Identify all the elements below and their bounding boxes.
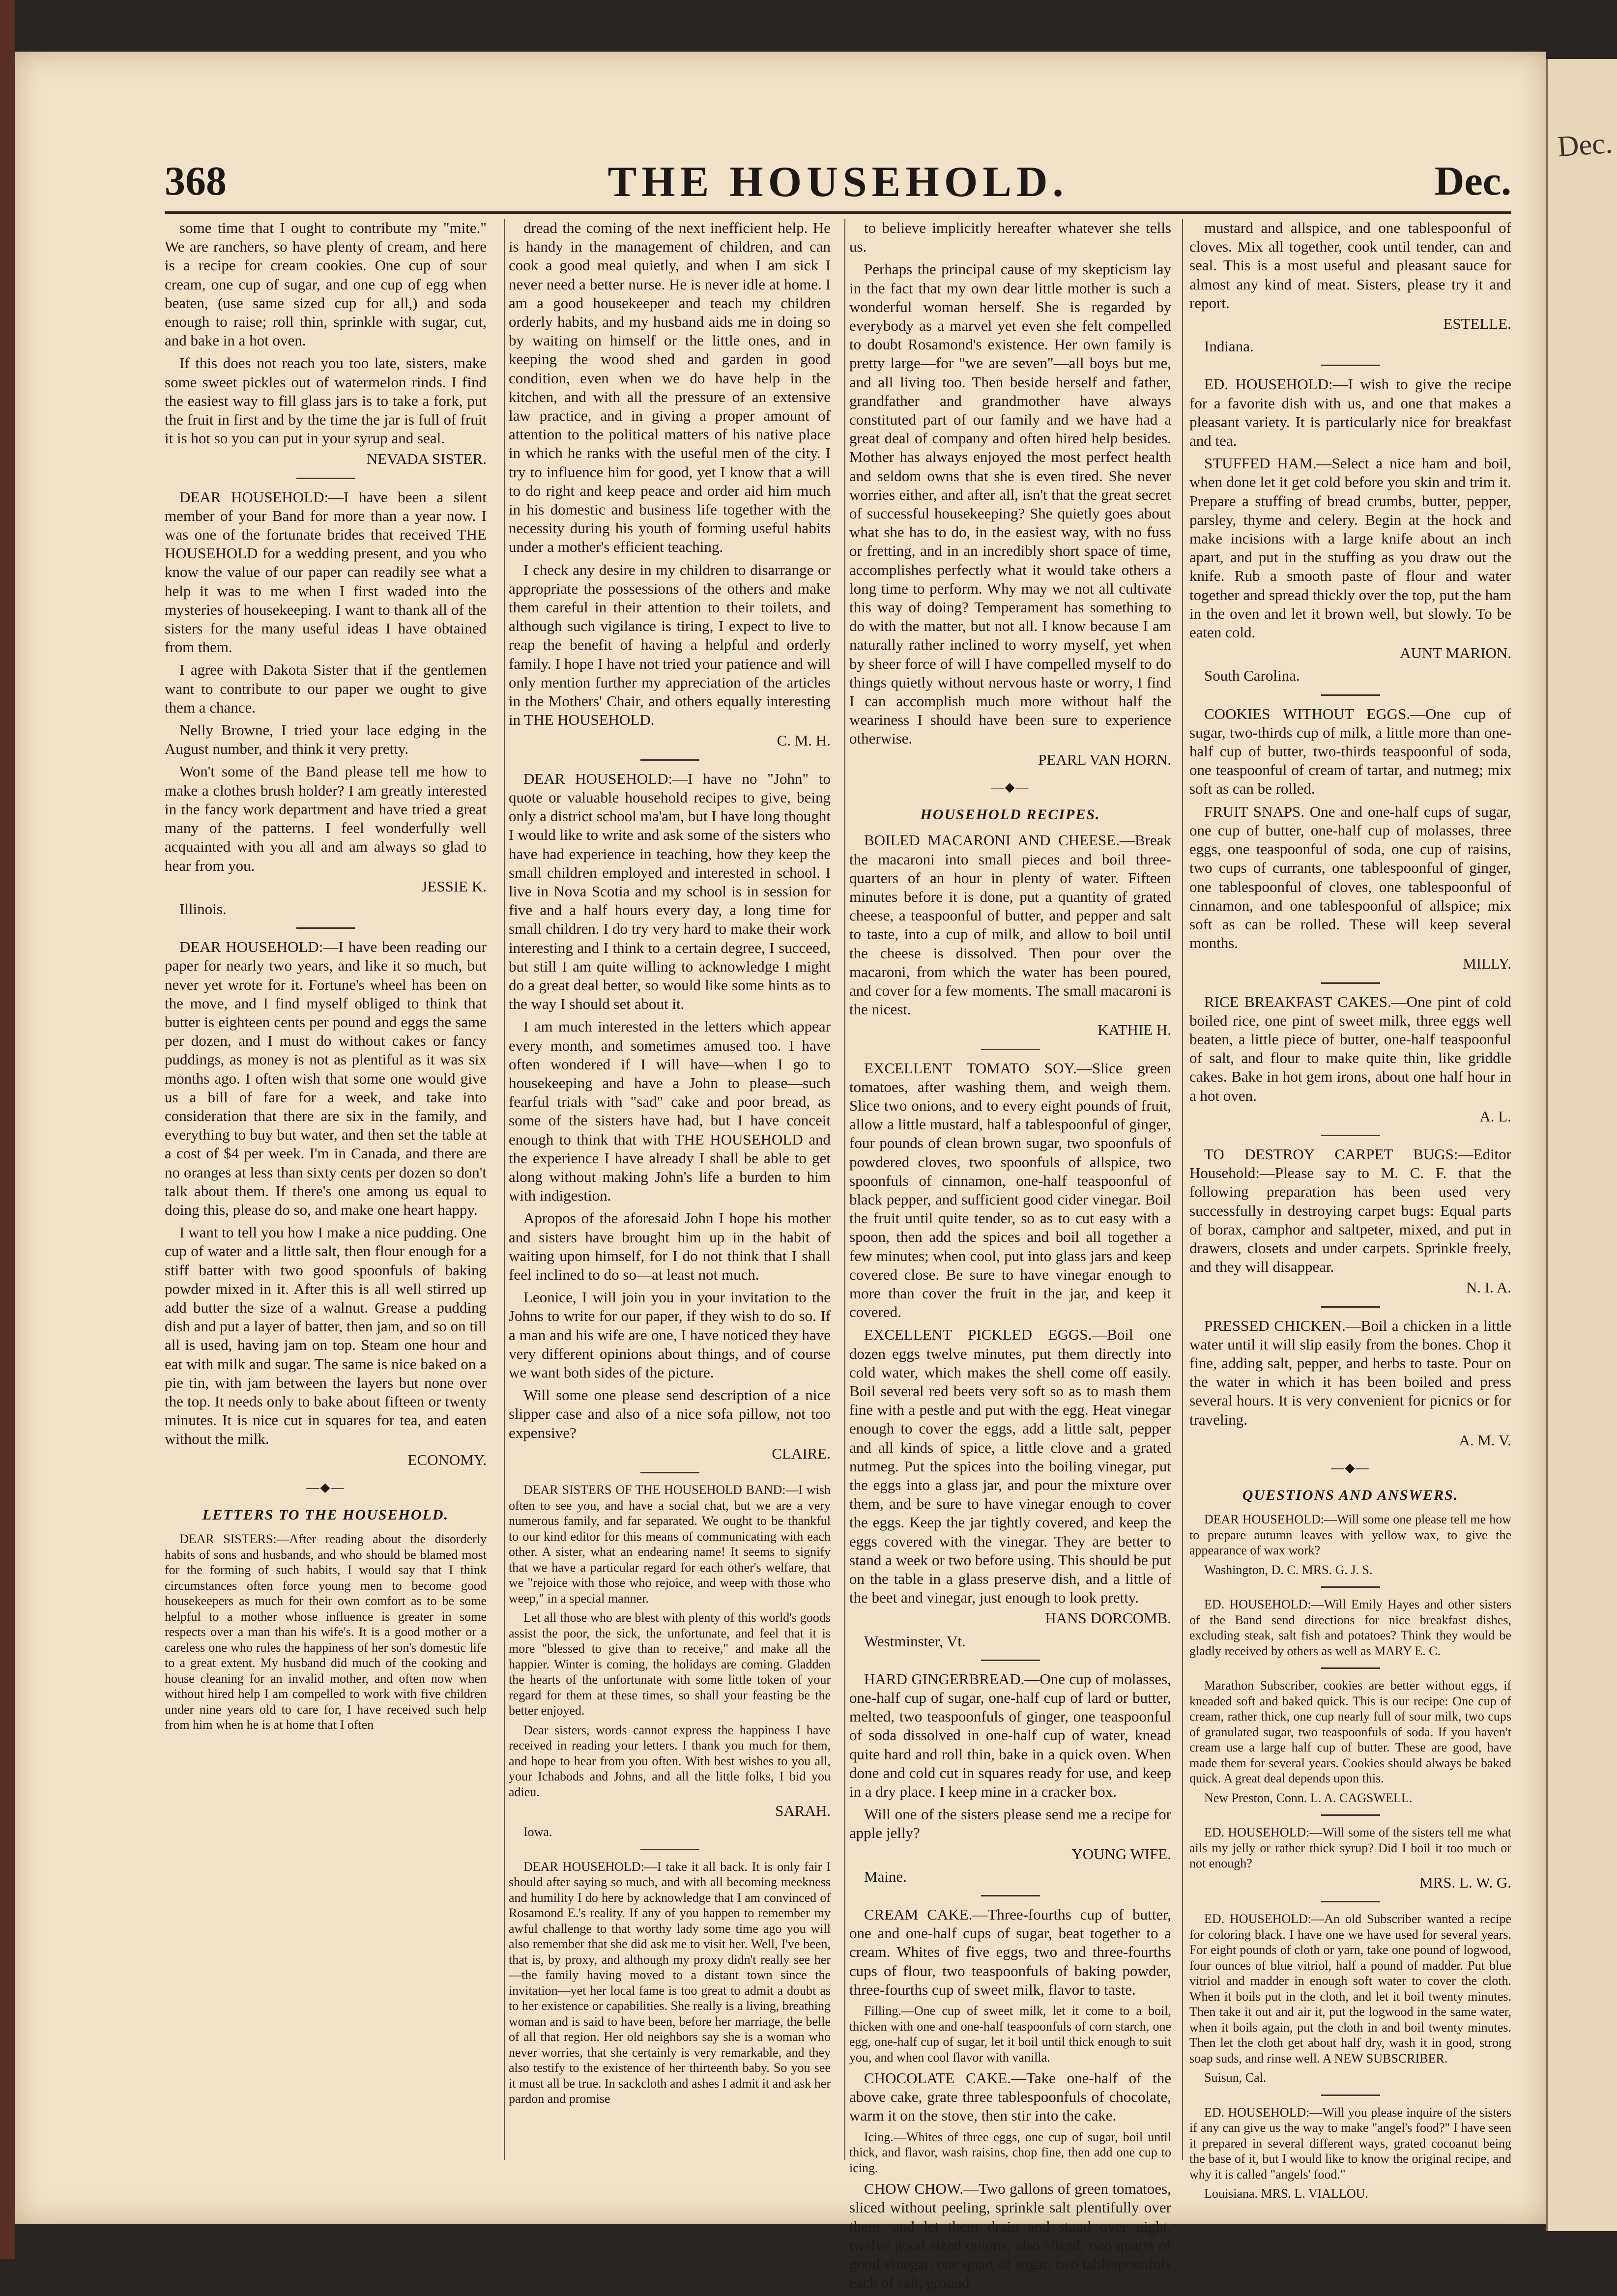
page-number: 368 — [165, 158, 227, 204]
ornament-divider: —◆— — [306, 1480, 345, 1494]
letter-paragraph: Suisun, Cal. — [1204, 2070, 1267, 2085]
section-divider — [1321, 365, 1380, 366]
letter-paragraph: ED. HOUSEHOLD:—Will some of the sisters tell me what ails my jelly or rather thick syrup? Did I boil it too much or not enough? — [1189, 1825, 1511, 1871]
section-divider — [640, 1472, 699, 1473]
adjacent-page-fragment: Dec. — [1556, 126, 1614, 163]
article-paragraph: FRUIT SNAPS. One and one-half cups of sugar, one cup of butter, one-half cup of molasses, three eggs, one teaspoonful of soda, one cup of raisins, two cups of currants, one tablespoonful of ginger, one tablespoonful of cloves, one tablespoonful of cinnamon, and one tablespoonful of allspice; mix soft as can be rolled. These will keep several months. — [1189, 803, 1511, 952]
article-paragraph: I am much interested in the letters which appear every month, and sometimes amused too. I have often wondered if I will have—when I go to housekeeping and have a John to please—such fearful trials with "sad" cake and poor bread, as some of the sisters have had, but I have conceit enough to think that with THE HOUSEHOLD and the experience I have already I shall be able to get along without making John's life a burden to him with indigestion. — [509, 1018, 831, 1205]
section-divider — [981, 1660, 1040, 1661]
section-divider — [296, 478, 355, 479]
letter-signature: C. M. H. — [777, 732, 831, 749]
letter-paragraph: ED. HOUSEHOLD:—Will Emily Hayes and other sisters of the Band send directions for nice breakfast dishes, excluding steak, salt fish and potatoes? Think they would be gladly received by others as well as MARY E. C. — [1189, 1597, 1511, 1658]
article-paragraph: Perhaps the principal cause of my skepticism lay in the fact that my own dear little mother is such a wonderful woman herself. She is regarded by everybody as a marvel yet even she felt compelled to doubt Rosamond's existence. Her own family is pretty large—for "we are seven"—all boys but me, and all living too. Then beside herself and father, grandfather and grandmother have always constituted part of our family and we have had a great deal of company and often hired help besides. Mother has always enjoyed the most perfect health and seldom owns that she is even tired. She never worries either, and after all, isn't that the great secret of successful housekeeping? She quietly goes about what she has to do, in the easiest way, with no fuss or fretting, and in an incredibly short space of time, accomplishes perfectly what it would take others a long time to perform. Why may we not all cultivate this way of doing? Temperament has something to do with the matter, but not all. I know because I am naturally rather inclined to worry myself, yet when by sheer force of will I have compelled myself to do things quietly without nervous haste or worry, I find I can accomplish much more without half the weariness I should have been sure to experience otherwise. — [849, 260, 1171, 747]
article-paragraph: Leonice, I will join you in your invitation to the Johns to write for our paper, if they wish to do so. If a man and his wife are one, I have noticed they have very different opinions about things, and of course we want both sides of the picture. — [509, 1289, 831, 1381]
text-column-1 — [165, 219, 487, 1737]
section-divider — [1321, 1901, 1380, 1902]
article-paragraph: Westminster, Vt. — [864, 1632, 966, 1650]
letter-paragraph: Icing.—Whites of three eggs, one cup of sugar, boil until thick, and flavor, wash raisins, chop fine, then add one cup to icing. — [849, 2129, 1171, 2175]
text-column-3 — [849, 219, 1171, 2296]
section-divider — [640, 1849, 699, 1850]
article-paragraph: to believe implicitly hereafter whatever she tells us. — [849, 219, 1171, 256]
letter-signature: NEVADA SISTER. — [366, 450, 487, 468]
ornament-divider: —◆— — [991, 779, 1030, 794]
text-column-2 — [509, 219, 831, 2111]
article-paragraph: If this does not reach you too late, sisters, make some sweet pickles out of watermelon rinds. I find the easiest way to fill glass jars is to take a fork, put the fruit in first and by the time the jar is full of fruit it is hot so you can put in your syrup and seal. — [165, 354, 487, 447]
article-paragraph: RICE BREAKFAST CAKES.—One pint of cold boiled rice, one pint of sweet milk, three eggs well beaten, a little piece of butter, one-half teaspoonful of salt, and flour to make quite thin, like griddle cakes. Bake in hot gem irons, about one half hour in a hot oven. — [1189, 993, 1511, 1104]
letter-signature: MILLY. — [1463, 955, 1511, 973]
article-paragraph: CHOCOLATE CAKE.—Take one-half of the above cake, grate three tablespoonfuls of chocolate, warm it on the stove, then stir into the cake. — [849, 2069, 1171, 2124]
article-paragraph: CHOW CHOW.—Two gallons of green tomatoes, sliced without peeling, sprinkle salt plentifully over them, and let them drain and stand over night, twelve good sized onions, also sliced, two quarts of good vinegar, one quart of sugar, two tablespoonfuls each of salt, ground — [849, 2180, 1171, 2292]
letter-paragraph: DEAR HOUSEHOLD:—I take it all back. It is only fair I should after saying so much, and with all becoming meekness and humility I do here by acknowledge that I am convinced of Rosamond E.'s reality. If any of you happen to remember my awful challenge to that worthy lady some time ago you will also remember that she did ask me to visit her. Well, I've been, that is, by proxy, and although my proxy didn't really see her—the family having moved to a distant town since the invitation—yet her local fame is too great to admit a doubt as to her existence or capabilities. She really is a living, breathing woman and is said to have been, before her marriage, the belle of all that region. Her old neighbors say she is a woman who never worries, that she certainly is very remarkable, and they also testify to the existence of her thirteenth baby. So you see it must all be true. In sackcloth and ashes I admit it and ask her pardon and promise — [509, 1859, 831, 2106]
article-paragraph: EXCELLENT PICKLED EGGS.—Boil one dozen eggs twelve minutes, put them directly into cold water, which makes the shell come off easily. Boil several red beets very soft so as to mash them fine with a pestle and put with the egg. Heat vinegar enough to cover the eggs, add a little salt, pepper and all kinds of spice, a little clove and a grated nutmeg. Put the spices into the boiling vinegar, put the eggs into a glass jar, and pour the mixture over them, and be sure to have vinegar enough to cover the eggs. Keep the jar tightly covered, and keep the eggs covered with the vinegar. They are better to stand a week or two before using. This should be put on the table in a glass preserve dish, and a little of the beet and vinegar, just enough to look pretty. — [849, 1326, 1171, 1607]
section-divider — [1321, 1306, 1380, 1308]
article-paragraph: CREAM CAKE.—Three-fourths cup of butter, one and one-half cups of sugar, beat together to a cream. Whites of five eggs, two and three-fourths cups of flour, two teaspoonfuls of baking powder, three-fourths cup of sweet milk, flavor to taste. — [849, 1906, 1171, 1998]
article-paragraph: Apropos of the aforesaid John I hope his mother and sisters have brought him up in the habit of waiting upon himself, for I do not think that I shall feel inclined to do so—at least not much. — [509, 1209, 831, 1283]
letter-signature: KATHIE H. — [1097, 1021, 1171, 1039]
article-paragraph: DEAR HOUSEHOLD:—I have no "John" to quote or valuable household recipes to give, being only a district school ma'am, but I have long thought I would like to write and ask some of the sisters who have had experience in teaching, how they keep the small children employed and interested in school. I live in Nova Scotia and my school is in session for five and a half hours every day, a long time for small children. I do try very hard to make their work interesting and I think to a certain degree, I succeed, but still I am quite willing to acknowledge I might do a great deal better, so would like some hints as to the way I should set about it. — [509, 770, 831, 1013]
letter-paragraph: Iowa. — [523, 1825, 552, 1839]
letter-paragraph: DEAR SISTERS:—After reading about the disorderly habits of sons and husbands, and who should be blamed most for the forming of such habits, I would say that I think circumstances often force young men to become good housekeepers as much for their own comfort as to be some helpful to a mother whose influence is greater in some respects over a man than his wife's. It is a good mother or a careless one who rules the happiness of her son's domestic life to a great extent. My husband did much of the cooking and house cleaning for an invalid mother, and often now when without hired help I am compelled to work with five children under nine years old to care for, I have received such help from him when he is at home that I often — [165, 1532, 487, 1732]
letter-paragraph: Filling.—One cup of sweet milk, let it come to a boil, thicken with one and one-half teaspoonfuls of corn starch, one egg, one-half cup of sugar, let it boil until thick enough to suit you, and when cool flavor with vanilla. — [849, 2004, 1171, 2065]
section-divider — [1321, 1586, 1380, 1588]
letter-signature: PEARL VAN HORN. — [1038, 750, 1171, 768]
section-divider — [1321, 1135, 1380, 1136]
letter-paragraph: ED. HOUSEHOLD:—Will you please inquire of the sisters if any can give us the way to make "angel's food?" I have seen it prepared in several different ways, grated cocoanut being the base of it, but I would like to know the original recipe, and why it is called "angels' food." — [1189, 2105, 1511, 2181]
letter-signature: N. I. A. — [1466, 1279, 1511, 1296]
article-paragraph: EXCELLENT TOMATO SOY.—Slice green tomatoes, after washing them, and weigh them. Slice two onions, and to every eight pounds of fruit, allow a little mustard, half a tablespoonful of ginger, four pounds of clean brown sugar, two spoonfuls of powdered cloves, two spoonfuls of allspice, two spoonfuls of cinnamon, one-half teaspoonful of black pepper, and sufficient good cider vinegar. Boil the fruit until quite tender, so as to cut easy with a spoon, then add the spices and boil all together a few minutes; when cool, put into glass jars and keep covered close. Be sure to have vinegar enough to more than cover the fruit in the jar, and keep it covered. — [849, 1059, 1171, 1321]
article-paragraph: Indiana. — [1204, 338, 1254, 355]
letter-signature: A. L. — [1479, 1107, 1511, 1125]
letter-signature: A. M. V. — [1459, 1431, 1511, 1449]
header-rule — [165, 211, 1511, 214]
letter-signature: HANS DORCOMB. — [1045, 1609, 1171, 1627]
article-paragraph: ED. HOUSEHOLD:—I wish to give the recipe for a favorite dish with us, and one that makes a pleasant variety. It is particularly nice for breakfast and tea. — [1189, 375, 1511, 450]
letter-paragraph: Let all those who are blest with plenty of this world's goods assist the poor, the sick, the unfortunate, and feel that it is more "blessed to give than to receive," and make all the happier. Winter is coming, the holidays are coming. Gladden the hearts of the unfortunate with some little token of your regard for them at these times, so shall your feasting be the better enjoyed. — [509, 1610, 831, 1718]
column-divider — [504, 219, 505, 2160]
article-paragraph: TO DESTROY CARPET BUGS:—Editor Household:—Please say to M. C. F. that the following preparation has been used very successfully in destroying carpet bugs: Equal parts of borax, camphor and saltpeter, mixed, and put in drawers, closets and under carpets. Sprinkle freely, and they will disappear. — [1189, 1145, 1511, 1276]
letter-paragraph: DEAR SISTERS OF THE HOUSEHOLD BAND:—I wish often to see you, and have a social chat, but we are a very numerous family, and far separated. We ought to be thankful to our kind editor for this means of communicating with each other. A sister, what an endearing name! It seems to signify that we have a particular regard for each other's welfare, that we "rejoice with those who rejoice, and weep with those who weep," in a special manner. — [509, 1483, 831, 1606]
letter-paragraph: New Preston, Conn. L. A. CAGSWELL. — [1204, 1790, 1413, 1805]
article-paragraph: DEAR HOUSEHOLD:—I have been a silent member of your Band for more than a year now. I was one of the fortunate brides that received THE HOUSEHOLD for a wedding present, and you who know the value of our paper can readily see what a help it was to me when I first waded into the mysteries of housekeeping. I want to thank all of the sisters for the many useful ideas I have obtained from them. — [165, 488, 487, 656]
text-column-4 — [1189, 219, 1511, 2206]
ornament-divider: —◆— — [1331, 1460, 1370, 1475]
column-divider — [1182, 219, 1183, 2160]
letter-signature: CLAIRE. — [772, 1444, 831, 1462]
article-paragraph: BOILED MACARONI AND CHEESE.—Break the macaroni into small pieces and boil three-quarters of an hour in plenty of water. Fifteen minutes before it is done, put a quantity of grated cheese, a teaspoonful of butter, and pepper and salt to taste, into a cup of milk, and allow to boil until the cheese is dissolved. Then pour over the macaroni, from which the water has been poured, and cover for a few moments. The small macaroni is the nicest. — [849, 832, 1171, 1018]
section-heading: LETTERS TO THE HOUSEHOLD. — [202, 1507, 449, 1523]
letter-paragraph: DEAR HOUSEHOLD:—Will some one please tell me how to prepare autumn leaves with yellow wax, to give the appearance of wax work? — [1189, 1512, 1511, 1558]
article-paragraph: COOKIES WITHOUT EGGS.—One cup of sugar, two-thirds cup of milk, a little more than one-half cup of butter, two-thirds teaspoonful of soda, one teaspoonful of cream of tartar, and nutmeg; mix soft as can be rolled. — [1189, 705, 1511, 798]
letter-paragraph: Marathon Subscriber, cookies are better without eggs, if kneaded soft and baked quick. This is our recipe: One cup of cream, rather thick, one cup nearly full of sour milk, two cups of granulated sugar, two teaspoonfuls of soda. If you haven't cream use a large half cup of butter. These are good, have made them for several years. Cookies should always be baked quick. A great deal depends upon this. — [1189, 1678, 1511, 1786]
article-paragraph: Maine. — [864, 1867, 907, 1885]
letter-signature: SARAH. — [775, 1802, 831, 1819]
section-divider — [1321, 1667, 1380, 1669]
masthead-title: THE HOUSEHOLD. — [607, 158, 1068, 206]
article-paragraph: Will some one please send description of a nice slipper case and also of a nice sofa pillow, not too expensive? — [509, 1386, 831, 1441]
article-paragraph: Will one of the sisters please send me a recipe for apple jelly? — [849, 1806, 1171, 1842]
section-heading: QUESTIONS AND ANSWERS. — [1242, 1487, 1459, 1504]
letter-signature: YOUNG WIFE. — [1071, 1845, 1171, 1863]
letter-paragraph: Louisiana. MRS. L. VIALLOU. — [1204, 2186, 1368, 2201]
section-divider — [1321, 1814, 1380, 1816]
book-spine — [0, 0, 15, 2259]
article-paragraph: mustard and allspice, and one tablespoonful of cloves. Mix all together, cook until tender, can and seal. This is a most useful and pleasant sauce for almost any kind of meat. Sisters, please try it and report. — [1189, 219, 1511, 312]
article-paragraph: dread the coming of the next inefficient help. He is handy in the management of children, and can cook a good meal quietly, and when I am sick I never need a better nurse. He is never idle at home. I am a good housekeeper and teach my children orderly habits, and my husband aids me in doing so by waiting on himself or the little ones, and in keeping the wood shed and garden in good condition, even when we do have help in the kitchen, and with all the pressure of an extensive law practice, and in giving a proper amount of attention to the political matters of his native place in which he ranks with the useful men of the city. I try to influence him for good, yet I know that a will to do right and keep peace and order aid him much in his domestic and business life together with the necessity during his youth of forming useful habits under a mother's efficient teaching. — [509, 219, 831, 556]
section-divider — [640, 759, 699, 761]
section-divider — [1321, 982, 1380, 984]
letter-signature: AUNT MARION. — [1400, 644, 1511, 662]
section-divider — [981, 1049, 1040, 1050]
letter-paragraph: Washington, D. C. MRS. G. J. S. — [1204, 1562, 1373, 1577]
article-paragraph: HARD GINGERBREAD.—One cup of molasses, one-half cup of sugar, one-half cup of lard or butter, melted, two teaspoonfuls of ginger, one teaspoonful of soda dissolved in one-half cup of water, knead quite hard and roll thin, bake in a quick oven. When done and cold cut in squares ready for use, and keep in a dry place. I keep mine in a cracker box. — [849, 1670, 1171, 1801]
page-header — [165, 157, 1511, 211]
article-paragraph: I check any desire in my children to disarrange or appropriate the possessions of the others and make them careful in their attention to their toilets, and although such vigilance is tiring, I expect to live to reap the benefit of having a helpful and orderly family. I hope I have not tried your patience and will only mention further my appreciation of the articles in the Mothers' Chair, and others equally interesting in THE HOUSEHOLD. — [509, 561, 831, 729]
column-divider — [844, 219, 845, 2160]
article-paragraph: STUFFED HAM.—Select a nice ham and boil, when done let it get cold before you skin and trim it. Prepare a stuffing of bread crumbs, butter, pepper, parsley, thyme and celery. Begin at the hock and make incisions with a large knife about an inch apart, and put in the stuffing as you draw out the knife. Rub a smooth paste of flour and water together and spread thickly over the top, put the ham in the oven and let it brown well, but slowly. To be eaten cold. — [1189, 455, 1511, 641]
letter-signature: JESSIE K. — [421, 877, 487, 895]
article-paragraph: I agree with Dakota Sister that if the gentlemen want to contribute to our paper we ought to give them a chance. — [165, 661, 487, 716]
letter-signature: MRS. L. W. G. — [1419, 1873, 1511, 1891]
section-divider — [1321, 2095, 1380, 2096]
letter-signature: ESTELLE. — [1443, 315, 1511, 333]
section-divider — [981, 1895, 1040, 1896]
article-paragraph: I want to tell you how I make a nice pudding. One cup of water and a little salt, then flour enough for a stiff batter with two good spoonfuls of baking powder mixed in it. After this is all well stirred up add butter the size of a walnut. Grease a pudding dish and put a layer of batter, then jam, and so on till all is used, having jam on top. Steam one hour and eat with milk and sugar. The same is nice baked on a pie tin, with jam between the layers but none over the top. It needs only to bake about fifteen or twenty minutes. It is nice cut in squares for tea, and eaten without the milk. — [165, 1224, 487, 1448]
article-paragraph: DEAR HOUSEHOLD:—I have been reading our paper for nearly two years, and like it so much, but never yet wrote for it. Fortune's wheel has been on the move, and I find myself obliged to think that butter is eighteen cents per pound and eggs the same per dozen, and I must do without cakes or fancy puddings, as money is not as plentiful as it was six months ago. I often wish that some one would give us a bill of fare for a week, and take into consideration that there are six in the family, and everything to buy but water, and then set the table at a cost of $4 per week. I'm in Canada, and there are no oranges at less than sixty cents per dozen so don't talk about them. If there's one among us equal to doing this, please do so, and make one heart happy. — [165, 938, 487, 1218]
article-paragraph: Nelly Browne, I tried your lace edging in the August number, and think it very pretty. — [165, 721, 487, 758]
letter-signature: ECONOMY. — [407, 1451, 487, 1468]
article-paragraph: PRESSED CHICKEN.—Boil a chicken in a little water until it will slip easily from the bones. Chop it fine, adding salt, pepper, and herbs to taste. Pour on the water in which it has been boiled and press several hours. It is very convenient for picnics or for traveling. — [1189, 1317, 1511, 1428]
issue-month: Dec. — [1434, 158, 1511, 204]
letter-paragraph: Dear sisters, words cannot express the happiness I have received in reading your letters. I thank you much for them, and hope to hear from you often. With best wishes to you all, your Ichabods and Johns, and all the little folks, I bid you adieu. — [509, 1722, 831, 1799]
article-paragraph: some time that I ought to contribute my "mite." We are ranchers, so have plenty of cream, and here is a recipe for cream cookies. One cup of sour cream, one cup of sugar, and one cup of egg when beaten, (use same sized cup for all,) and soda enough to raise; roll thin, sprinkle with sugar, cut, and bake in a hot oven. — [165, 219, 487, 349]
adjacent-page-edge — [1546, 59, 1617, 2231]
article-paragraph: South Carolina. — [1204, 667, 1300, 685]
section-divider — [296, 927, 355, 929]
article-paragraph: Won't some of the Band please tell me how to make a clothes brush holder? I am greatly interested in the fancy work department and have tried a great many of the patterns. I feel wonderfully well acquainted with you all and am always so glad to hear from you. — [165, 763, 487, 874]
article-paragraph: Illinois. — [179, 900, 227, 918]
section-heading: HOUSEHOLD RECIPES. — [920, 806, 1100, 823]
letter-paragraph: ED. HOUSEHOLD:—An old Subscriber wanted a recipe for coloring black. I have one we have used for several years. For eight pounds of cloth or yarn, take one pound of logwood, four ounces of blue vitriol, half a pound of madder. Put blue vitriol and madder in enough soft water to cover the cloth. When it boils put in the cloth, and let it boil twenty minutes. Then take it out and air it, put the logwood in the same water, when it boils again, put the cloth in and boil twenty minutes. Then let the cloth get about half dry, wash it in good, strong soap suds, and rinse well. A NEW SUBSCRIBER. — [1189, 1912, 1511, 2066]
section-divider — [1321, 694, 1380, 696]
